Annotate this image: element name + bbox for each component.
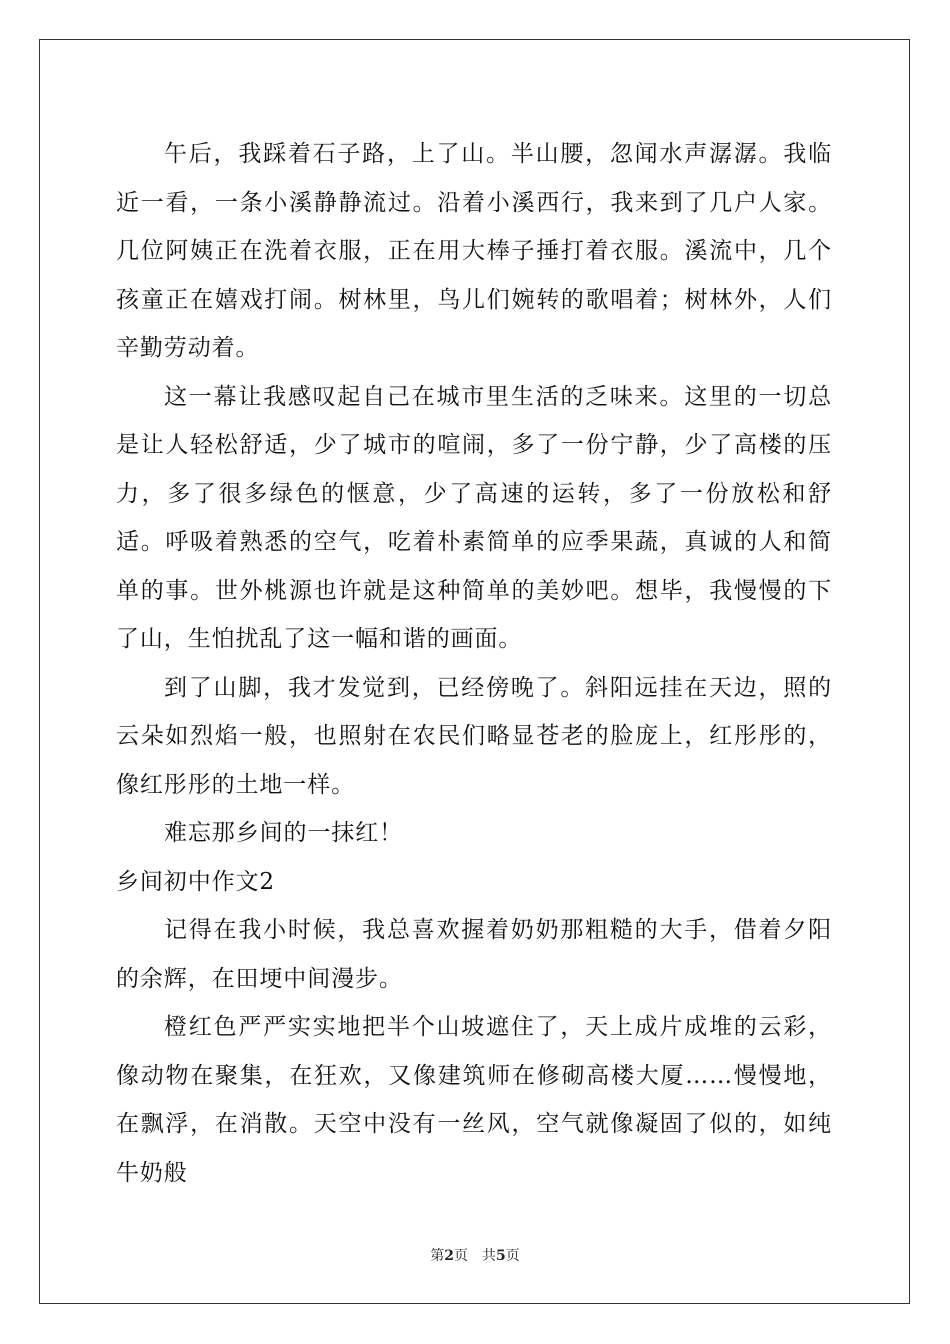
section-heading: 乡间初中作文2	[116, 868, 275, 895]
total-page-number: 5	[496, 1248, 506, 1264]
paragraph: 记得在我小时候，我总喜欢握着奶奶那粗糙的大手，借着夕阳的余辉，在田埂中间漫步。	[116, 917, 832, 992]
page-prefix: 第	[430, 1248, 445, 1264]
paragraph: 到了山脚，我才发觉到，已经傍晚了。斜阳远挂在天边，照的云朵如烈焰一般，也照射在农民们略显苍老的脸庞上，红彤彤的，像红彤彤的土地一样。	[116, 674, 832, 798]
paragraph: 橙红色严严实实地把半个山坡遮住了，天上成片成堆的云彩，像动物在聚集，在狂欢，又像建筑师在修砌高楼大厦……慢慢地，在飘浮，在消散。天空中没有一丝风，空气就像凝固了似的，如纯牛奶般	[116, 1014, 832, 1186]
page-footer	[0, 1246, 950, 1266]
total-suffix: 页	[505, 1248, 520, 1264]
paragraph: 这一幕让我感叹起自己在城市里生活的乏味来。这里的一切总是让人轻松舒适，少了城市的喧闹，多了一份宁静，少了高楼的压力，多了很多绿色的惬意，少了高速的运转，多了一份放松和舒适。呼吸着熟悉的空气，吃着朴素简单的应季果蔬，真诚的人和简单的事。世外桃源也许就是这种简单的美妙吧。想毕，我慢慢的下了山，生怕扰乱了这一幅和谐的画面。	[116, 383, 832, 652]
paragraph: 午后，我踩着石子路，上了山。半山腰，忽闻水声潺潺。我临近一看，一条小溪静静流过。沿着小溪西行，我来到了几户人家。几位阿姨正在洗着衣服，正在用大棒子捶打着衣服。溪流中，几个孩童正在嬉戏打闹。树林里，鸟儿们婉转的歌唱着；树林外，人们辛勤劳动着。	[116, 141, 832, 361]
document-body	[116, 130, 832, 1197]
paragraph: 难忘那乡间的一抹红！	[164, 820, 403, 846]
current-page-number: 2	[444, 1248, 454, 1264]
page-suffix: 页	[454, 1248, 468, 1264]
total-prefix: 共	[482, 1248, 496, 1264]
